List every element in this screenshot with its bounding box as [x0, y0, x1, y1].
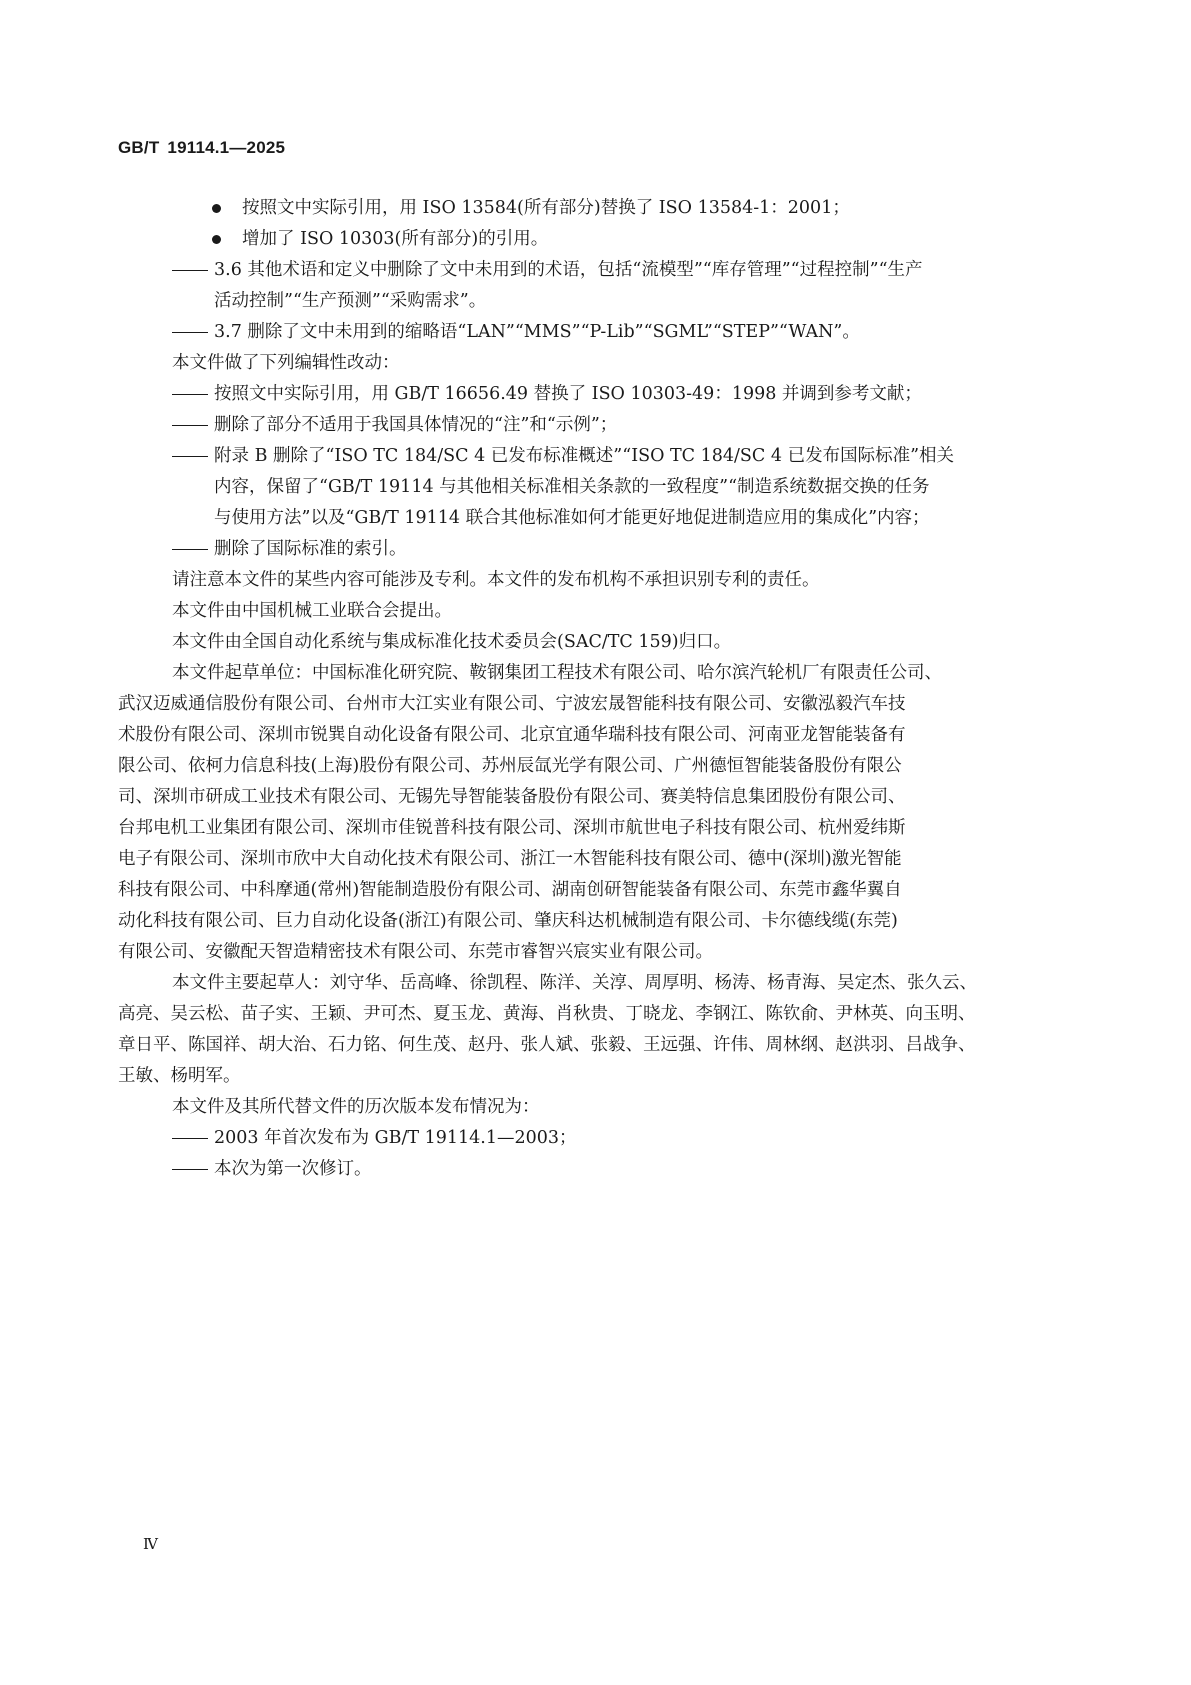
patent-notice: 请注意本文件的某些内容可能涉及专利。本文件的发布机构不承担识别专利的责任。 [172, 570, 820, 590]
editorial-item: 按照文中实际引用，用 GB/T 16656.49 替换了 ISO 10303-49：1998 并调到参考文献； [172, 379, 1057, 410]
drafting-units-line: 科技有限公司、中科摩通(常州)智能制造股份有限公司、湖南创研智能装备有限公司、东莞市鑫华翼自 [118, 880, 902, 900]
history-item: 2003 年首次发布为 GB/T 19114.1—2003； [172, 1123, 1057, 1154]
history-intro: 本文件及其所代替文件的历次版本发布情况为： [172, 1097, 540, 1117]
drafting-units-line: 司、深圳市研成工业技术有限公司、无锡先导智能装备股份有限公司、赛美特信息集团股份有限公司、 [118, 787, 906, 807]
dash-item-3-7: 3.7 删除了文中未用到的缩略语“LAN”“MMS”“P-Lib”“SGML”“STEP”“WAN”。 [172, 317, 1057, 348]
managed-by: 本文件由全国自动化系统与集成标准化技术委员会(SAC/TC 159)归口。 [172, 632, 732, 652]
dash-icon [172, 549, 208, 550]
dash-icon [172, 1169, 208, 1170]
bullet-icon [212, 235, 221, 244]
drafters-line: 章日平、陈国祥、胡大治、石力铭、何生茂、赵丹、张人斌、张毅、王远强、许伟、周林纲、赵洪羽、吕战争、 [118, 1035, 976, 1055]
editorial-item: 删除了部分不适用于我国具体情况的“注”和“示例”； [172, 410, 1057, 441]
drafting-units [118, 658, 1057, 968]
drafting-units-line: 本文件起草单位：中国标准化研究院、鞍钢集团工程技术有限公司、哈尔滨汽轮机厂有限责任公司、 [172, 663, 942, 683]
drafting-units-line: 术股份有限公司、深圳市锐巽自动化设备有限公司、北京宜通华瑞科技有限公司、河南亚龙智能装备有 [118, 725, 906, 745]
bullet-item: 增加了 ISO 10303(所有部分)的引用。 [172, 224, 1057, 255]
editorial-intro: 本文件做了下列编辑性改动： [172, 353, 400, 373]
dash-item-3-6: 3.6 其他术语和定义中删除了文中未用到的术语，包括“流模型”“库存管理”“过程控制”“生产 [172, 255, 1057, 286]
dash-icon [172, 456, 208, 457]
drafting-units-line: 限公司、依柯力信息科技(上海)股份有限公司、苏州辰氙光学有限公司、广州德恒智能装备股份有限公 [118, 756, 902, 776]
drafters-line: 王敏、杨明军。 [118, 1066, 241, 1086]
proposed-by: 本文件由中国机械工业联合会提出。 [172, 601, 452, 621]
editorial-item: 附录 B 删除了“ISO TC 184/SC 4 已发布标准概述”“ISO TC 184/SC 4 已发布国际标准”相关 [172, 441, 1057, 472]
standard-code: GB/T [118, 138, 160, 157]
page-content [118, 193, 1057, 1185]
drafting-units-line: 武汉迈威通信股份有限公司、台州市大江实业有限公司、宁波宏晟智能科技有限公司、安徽泓毅汽车技 [118, 694, 906, 714]
standard-header [118, 138, 285, 158]
drafting-units-line: 动化科技有限公司、巨力自动化设备(浙江)有限公司、肇庆科达机械制造有限公司、卡尔德线缆(东莞) [118, 911, 898, 931]
dash-item-3-6-continued: 活动控制”“生产预测”“采购需求”。 [214, 291, 487, 311]
drafters [118, 968, 1057, 1092]
editorial-item-continued: 与使用方法”以及“GB/T 19114 联合其他标准如何才能更好地促进制造应用的集成化”内容； [214, 508, 930, 528]
drafting-units-line: 台邦电机工业集团有限公司、深圳市佳锐普科技有限公司、深圳市航世电子科技有限公司、杭州爱纬斯 [118, 818, 906, 838]
standard-number: 19114.1—2025 [167, 138, 286, 157]
editorial-item-continued: 内容，保留了“GB/T 19114 与其他相关标准相关条款的一致程度”“制造系统数据交换的任务 [214, 477, 930, 497]
dash-icon [172, 425, 208, 426]
history-item: 本次为第一次修订。 [172, 1154, 1057, 1185]
drafting-units-line: 有限公司、安徽配天智造精密技术有限公司、东莞市睿智兴宸实业有限公司。 [118, 942, 713, 962]
dash-icon [172, 270, 208, 271]
drafting-units-line: 电子有限公司、深圳市欣中大自动化技术有限公司、浙江一木智能科技有限公司、德中(深圳)激光智能 [118, 849, 902, 869]
bullet-item: 按照文中实际引用，用 ISO 13584(所有部分)替换了 ISO 13584-1：2001； [172, 193, 1057, 224]
drafters-line: 本文件主要起草人：刘守华、岳高峰、徐凯程、陈洋、关淳、周厚明、杨涛、杨青海、吴定杰、张久云、 [172, 973, 977, 993]
dash-icon [172, 332, 208, 333]
bullet-icon [212, 204, 221, 213]
dash-icon [172, 394, 208, 395]
dash-icon [172, 1138, 208, 1139]
editorial-item: 删除了国际标准的索引。 [172, 534, 1057, 565]
page-number: Ⅳ [143, 1535, 158, 1553]
drafters-line: 高亮、吴云松、苗子实、王颖、尹可杰、夏玉龙、黄海、肖秋贵、丁晓龙、李钢江、陈钦俞、尹林英、向玉明、 [118, 1004, 976, 1024]
